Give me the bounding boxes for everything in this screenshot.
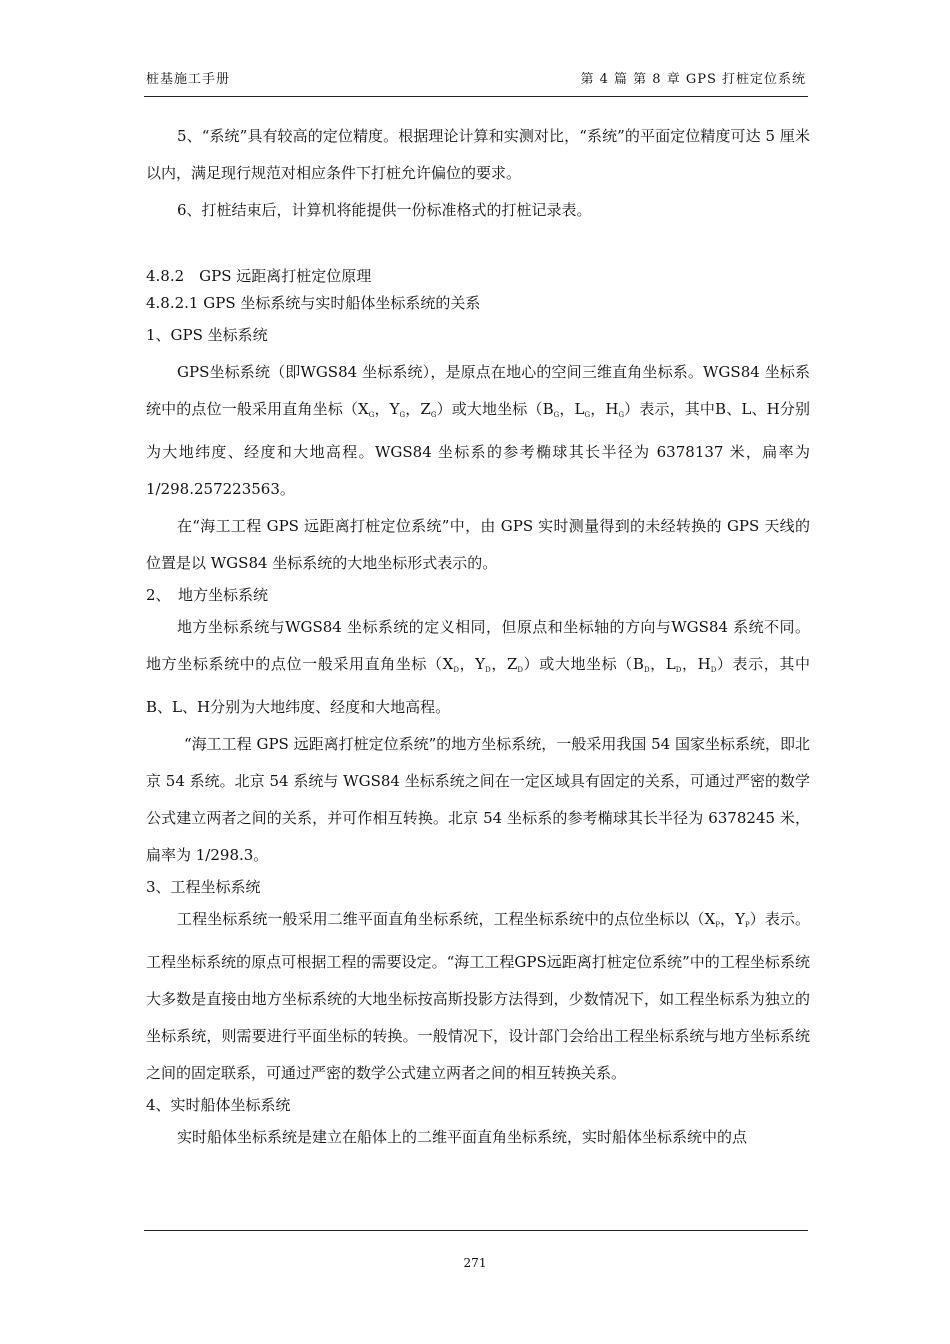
paragraph-ship-coordinates: 实时船体坐标系统是建立在船体上的二维平面直角坐标系统，实时船体坐标系统中的点 (177, 1128, 748, 1146)
header-chapter-title: 第 4 篇 第 8 章 GPS 打桩定位系统 (580, 72, 806, 87)
heading-gps-coordinate-system: 1、GPS 坐标系统 (146, 326, 268, 344)
paragraph-gps-antenna: 在“海工工程 GPS 远距离打桩定位系统”中，由 GPS 实时测量得到的未经转换的 GPS 天线的位置是以 WGS84 坐标系统的大地坐标形式表示的。 (146, 517, 810, 572)
heading-ship-coordinate-system: 4、实时船体坐标系统 (146, 1096, 291, 1114)
paragraph-beijing-54: “海工工程 GPS 远距离打桩定位系统”的地方坐标系统，一般采用我国 54 国家坐标系统，即北京 54 系统。北京 54 系统与 WGS84 坐标系统之间在一定区域具有固定的关系，可通过严密的数学公式建立两者之间的关系，并可作相互转换。北京 54 坐标系的参考椭球其长半径为 6378245 米，扁率为 1/298.3。 (146, 735, 810, 864)
paragraph-local-coordinates: 地方坐标系统与WGS84 坐标系统的定义相同，但原点和坐标轴的方向与WGS84 系统不同。地方坐标系统中的点位一般采用直角坐标（$X_D$，$Y_D$，$Z_D$）或大地坐标（$B_D$，$L_D$，$H_D$）表示，其中B、L、H分别为大地纬度、经度和大地高程。 (146, 618, 810, 716)
header-rule (144, 96, 808, 97)
paragraph-engineering-coordinates: 工程坐标系统一般采用二维平面直角坐标系统，工程坐标系统中的点位坐标以（$X_P$，$Y_P$）表示。工程坐标系统的原点可根据工程的需要设定。“海工工程GPS远距离打桩定位系统”中的工程坐标系统大多数是直接由地方坐标系统的大地坐标按高斯投影方法得到，少数情况下，如工程坐标系为独立的坐标系统，则需要进行平面坐标的转换。一般情况下，设计部门会给出工程坐标系统与地方坐标系统之间的固定联系，可通过严密的数学公式建立两者之间的相互转换关系。 (146, 910, 810, 1082)
paragraph-item-5: 5、“系统”具有较高的定位精度。根据理论计算和实测对比，“系统”的平面定位精度可达 5 厘米以内，满足现行规范对相应条件下打桩允许偏位的要求。 (146, 127, 810, 182)
paragraph-item-6: 6、打桩结束后，计算机将能提供一份标准格式的打桩记录表。 (177, 201, 592, 219)
body-text (146, 118, 810, 1156)
section-heading-4-8-2: 4.8.2 GPS 远距离打桩定位原理 (146, 267, 372, 285)
page-number: 271 (463, 1256, 487, 1270)
heading-engineering-coordinate-system: 3、工程坐标系统 (146, 878, 261, 896)
paragraph-gps-coordinates: GPS坐标系统（即WGS84 坐标系统），是原点在地心的空间三维直角坐标系。WGS84 坐标系统中的点位一般采用直角坐标（$X_G$，$Y_G$，$Z_G$）或大地坐标（$B_G$，$L_G$，$H_G$）表示，其中B、L、H分别为大地纬度、经度和大地高程。WGS84 坐标系的参考椭球其长半径为 6378137 米，扁率为 1/298.257223563。 (146, 363, 810, 498)
heading-local-coordinate-system: 2、 地方坐标系统 (146, 586, 269, 604)
section-heading-4-8-2-1: 4.8.2.1 GPS 坐标系统与实时船体坐标系统的关系 (146, 294, 481, 312)
footer-rule (144, 1230, 808, 1231)
spacer (146, 229, 810, 263)
header-book-title: 桩基施工手册 (146, 72, 231, 87)
